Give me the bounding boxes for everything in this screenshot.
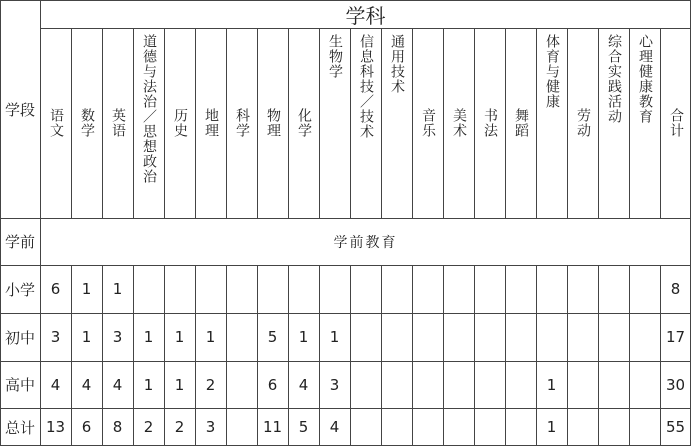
- grid-line: [102, 28, 103, 218]
- table-cell: [567, 265, 598, 313]
- grid-line: [474, 265, 475, 446]
- table-cell: 1: [174, 328, 185, 346]
- table-cell: 1: [174, 375, 185, 394]
- table-cell: [598, 265, 629, 313]
- table-cell: [350, 265, 381, 313]
- table-cell: [598, 361, 629, 408]
- table-cell: 55: [665, 418, 686, 436]
- table-cell: [474, 408, 505, 446]
- table-cell: 6: [267, 375, 278, 394]
- column-header: 地 理: [203, 108, 219, 138]
- grid-line: [505, 28, 506, 218]
- table-cell: 13: [45, 418, 66, 436]
- column-header: 心 理 健 康 教 育: [637, 34, 653, 124]
- grid-line: [226, 265, 227, 446]
- table-cell: 11: [262, 418, 283, 436]
- table-cell: [536, 265, 567, 313]
- table-cell: [350, 361, 381, 408]
- table-cell: [381, 265, 412, 313]
- table-cell: 5: [298, 418, 309, 436]
- grid-line: [412, 265, 413, 446]
- column-header: 物 理: [265, 108, 281, 138]
- table-cell: 1: [112, 280, 123, 298]
- grid-line: [381, 28, 382, 218]
- table-cell: 1: [205, 328, 216, 346]
- table-cell: [164, 265, 195, 313]
- table-cell: [226, 265, 257, 313]
- table-cell: [443, 408, 474, 446]
- table-cell: [598, 313, 629, 361]
- grid-line: [660, 265, 661, 446]
- table-cell: [443, 313, 474, 361]
- column-header: 综 合 实 践 活 动: [606, 34, 622, 124]
- grid-line: [629, 28, 630, 218]
- grid-line: [567, 265, 568, 446]
- table-cell: 1: [81, 328, 92, 346]
- grid-line: [350, 28, 351, 218]
- table-cell: [505, 313, 536, 361]
- table-cell: [474, 361, 505, 408]
- table-cell: [195, 265, 226, 313]
- table-cell: [443, 265, 474, 313]
- grid-line: [0, 313, 691, 314]
- grid-line: [0, 0, 1, 446]
- grid-line: [40, 0, 41, 446]
- table-cell: 8: [670, 280, 681, 298]
- table-cell: [226, 361, 257, 408]
- grid-line: [226, 28, 227, 218]
- table-cell: [598, 408, 629, 446]
- column-header: 历 史: [172, 108, 188, 138]
- table-cell: [505, 361, 536, 408]
- table-cell: 1: [81, 280, 92, 298]
- table-cell: 1: [298, 328, 309, 346]
- row-label: 学前: [4, 233, 35, 251]
- grid-line: [257, 28, 258, 218]
- column-header: 舞 蹈: [513, 108, 529, 138]
- table-cell: 3: [112, 328, 123, 346]
- table-cell: [381, 361, 412, 408]
- table-cell: 6: [50, 280, 61, 298]
- grid-line: [133, 265, 134, 446]
- row-label: 初中: [4, 328, 35, 347]
- grid-line: [567, 28, 568, 218]
- table-cell: [567, 313, 598, 361]
- table-cell: 6: [81, 418, 92, 436]
- table-cell: 1: [329, 328, 340, 346]
- table-cell: [567, 408, 598, 446]
- table-cell: 1: [546, 375, 557, 394]
- table-cell: 1: [143, 328, 154, 346]
- grid-line: [319, 265, 320, 446]
- grid-line: [536, 28, 537, 218]
- grid-line: [288, 28, 289, 218]
- table-cell: [381, 408, 412, 446]
- table-cell: 1: [143, 375, 154, 394]
- table-cell: 2: [143, 418, 154, 436]
- column-header: 数 学: [79, 108, 95, 138]
- table-cell: 4: [81, 375, 92, 394]
- table-cell: 30: [665, 375, 686, 394]
- column-header: 科 学: [234, 108, 250, 138]
- table-cell: [288, 265, 319, 313]
- column-header: 生 物 学: [327, 34, 343, 79]
- table-cell: [474, 313, 505, 361]
- column-header: 信 息 科 技 ／ 技 术: [358, 34, 374, 139]
- table-cell: [412, 265, 443, 313]
- table-cell: 2: [174, 418, 185, 436]
- column-header: 劳 动: [575, 108, 591, 138]
- grid-line: [0, 0, 691, 1]
- table-cell: 3: [50, 328, 61, 346]
- grid-line: [629, 265, 630, 446]
- table-cell: [412, 313, 443, 361]
- table-cell: [381, 313, 412, 361]
- table-cell: [226, 408, 257, 446]
- grid-line: [71, 265, 72, 446]
- grid-line: [0, 361, 691, 362]
- grid-line: [505, 265, 506, 446]
- table-cell: [629, 265, 660, 313]
- table-cell: [412, 408, 443, 446]
- table-cell: 8: [112, 418, 123, 436]
- table-cell: [474, 265, 505, 313]
- table-cell: 4: [50, 375, 61, 394]
- grid-line: [536, 265, 537, 446]
- column-header: 书 法: [482, 108, 498, 138]
- grid-line: [598, 265, 599, 446]
- table-cell: [505, 265, 536, 313]
- grid-line: [40, 28, 691, 29]
- column-header: 英 语: [110, 108, 126, 138]
- table-cell: [226, 313, 257, 361]
- column-header: 化 学: [296, 108, 312, 138]
- table-cell: [629, 313, 660, 361]
- table-cell: 3: [205, 418, 216, 436]
- grid-line: [598, 28, 599, 218]
- table-cell: 5: [267, 328, 278, 346]
- table-cell: 2: [205, 375, 216, 394]
- table-cell: [629, 408, 660, 446]
- table-cell: [350, 313, 381, 361]
- grid-line: [350, 265, 351, 446]
- grid-line: [257, 265, 258, 446]
- stage-header: 学段: [4, 100, 35, 119]
- table-cell: 4: [329, 418, 340, 436]
- grid-line: [660, 28, 661, 218]
- grid-line: [133, 28, 134, 218]
- table-cell: 4: [298, 375, 309, 394]
- column-header: 道 德 与 法 治 ／ 思 想 政 治: [141, 34, 157, 184]
- grid-line: [0, 218, 691, 219]
- grid-line: [443, 28, 444, 218]
- grid-line: [0, 408, 691, 409]
- grid-line: [71, 28, 72, 218]
- grid-line: [412, 28, 413, 218]
- table-cell: 4: [112, 375, 123, 394]
- table-cell: [412, 361, 443, 408]
- table-cell: 17: [665, 328, 686, 346]
- table-cell: [133, 265, 164, 313]
- table-cell: [629, 361, 660, 408]
- column-header: 音 乐: [420, 108, 436, 138]
- table-cell: [319, 265, 350, 313]
- grid-line: [164, 265, 165, 446]
- column-header: 体 育 与 健 康: [544, 34, 560, 109]
- table-cell: 3: [329, 375, 340, 394]
- grid-line: [195, 28, 196, 218]
- grid-line: [102, 265, 103, 446]
- grid-line: [474, 28, 475, 218]
- table-cell: [505, 408, 536, 446]
- table-cell: [567, 361, 598, 408]
- grid-line: [319, 28, 320, 218]
- grid-line: [195, 265, 196, 446]
- table-cell: [536, 313, 567, 361]
- column-header: 美 术: [451, 108, 467, 138]
- row-label: 高中: [4, 376, 35, 394]
- preschool-span-cell: 学前教育: [333, 234, 398, 251]
- grid-line: [164, 28, 165, 218]
- grid-line: [0, 265, 691, 266]
- row-label: 小学: [4, 280, 35, 299]
- grid-line: [443, 265, 444, 446]
- row-label: 总计: [4, 418, 35, 437]
- column-header: 通 用 技 术: [389, 34, 405, 94]
- grid-line: [288, 265, 289, 446]
- table-cell: [257, 265, 288, 313]
- table-cell: 1: [546, 418, 557, 436]
- table-cell: [350, 408, 381, 446]
- subject-group-header: 学科: [345, 3, 386, 28]
- table-cell: [443, 361, 474, 408]
- grid-line: [381, 265, 382, 446]
- column-header: 合 计: [668, 108, 684, 138]
- column-header: 语 文: [48, 108, 64, 138]
